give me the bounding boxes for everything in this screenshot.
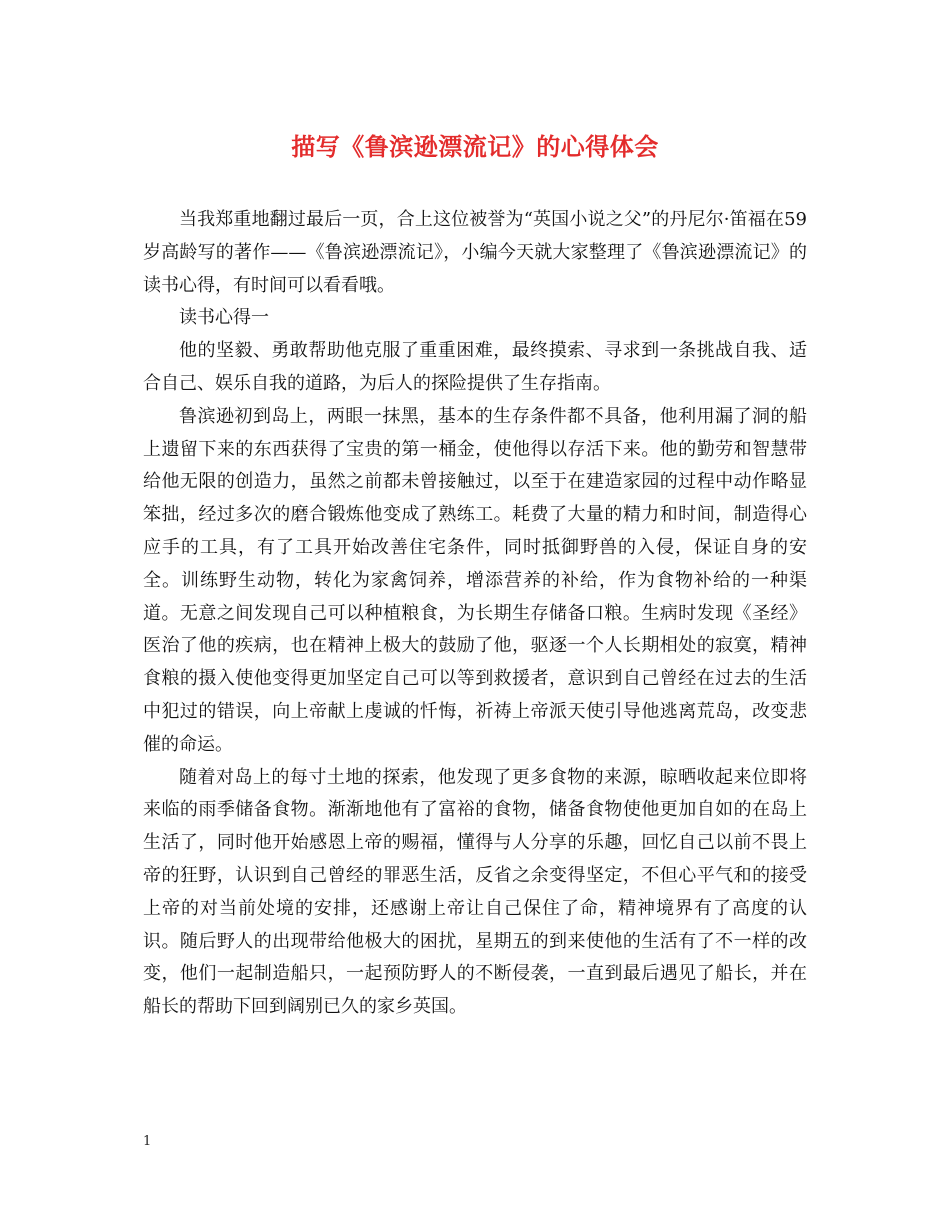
document-title: 描写《鲁滨逊漂流记》的心得体会 <box>291 132 659 161</box>
paragraph: 随着对岛上的每寸土地的探索，他发现了更多食物的来源，晾晒收起来位即将来临的雨季储备食物。渐渐地他有了富裕的食物，储备食物使他更加自如的在岛上生活了，同时他开始感恩上帝的赐福，懂得与人分享的乐趣，回忆自己以前不畏上帝的狂野，认识到自己曾经的罪恶生活，反省之余变得坚定，不但心平气和的接受上帝的对当前处境的安排，还感谢上帝让自己保住了命，精神境界有了高度的认识。随后野人的出现带给他极大的困扰，星期五的到来使他的生活有了不一样的改变，他们一起制造船只，一起预防野人的不断侵袭，一直到最后遇见了船长，并在船长的帮助下回到阔别已久的家乡英国。 <box>143 766 807 1018</box>
paragraph-intro: 当我郑重地翻过最后一页，合上这位被誉为“英国小说之父”的丹尼尔·笛福在59岁高龄写的著作——《鲁滨逊漂流记》，小编今天就大家整理了《鲁滨逊漂流记》的读书心得，有时间可以看看哦。 <box>143 209 807 296</box>
section-heading: 读书心得一 <box>179 307 269 329</box>
paragraph: 鲁滨逊初到岛上，两眼一抹黑，基本的生存条件都不具备，他利用漏了洞的船上遗留下来的东西获得了宝贵的第一桶金，使他得以存活下来。他的勤劳和智慧带给他无限的创造力，虽然之前都未曾接触过，以至于在建造家园的过程中动作略显笨拙，经过多次的磨合锻炼他变成了熟练工。耗费了大量的精力和时间，制造得心应手的工具，有了工具开始改善住宅条件，同时抵御野兽的入侵，保证自身的安全。训练野生动物，转化为家禽饲养，增添营养的补给，作为食物补给的一种渠道。无意之间发现自己可以种植粮食，为长期生存储备口粮。生病时发现《圣经》医治了他的疾病，也在精神上极大的鼓励了他，驱逐一个人长期相处的寂寞，精神食粮的摄入使他变得更加坚定自己可以等到救援者，意识到自己曾经在过去的生活中犯过的错误，向上帝献上虔诚的忏悔，祈祷上帝派天使引导他逃离荒岛，改变悲催的命运。 <box>143 405 807 755</box>
paragraph: 他的坚毅、勇敢帮助他克服了重重困难，最终摸索、寻求到一条挑战自我、适合自己、娱乐自我的道路，为后人的探险提供了生存指南。 <box>143 340 807 394</box>
document-body <box>143 204 807 1024</box>
page-number: 1 <box>143 1134 152 1149</box>
